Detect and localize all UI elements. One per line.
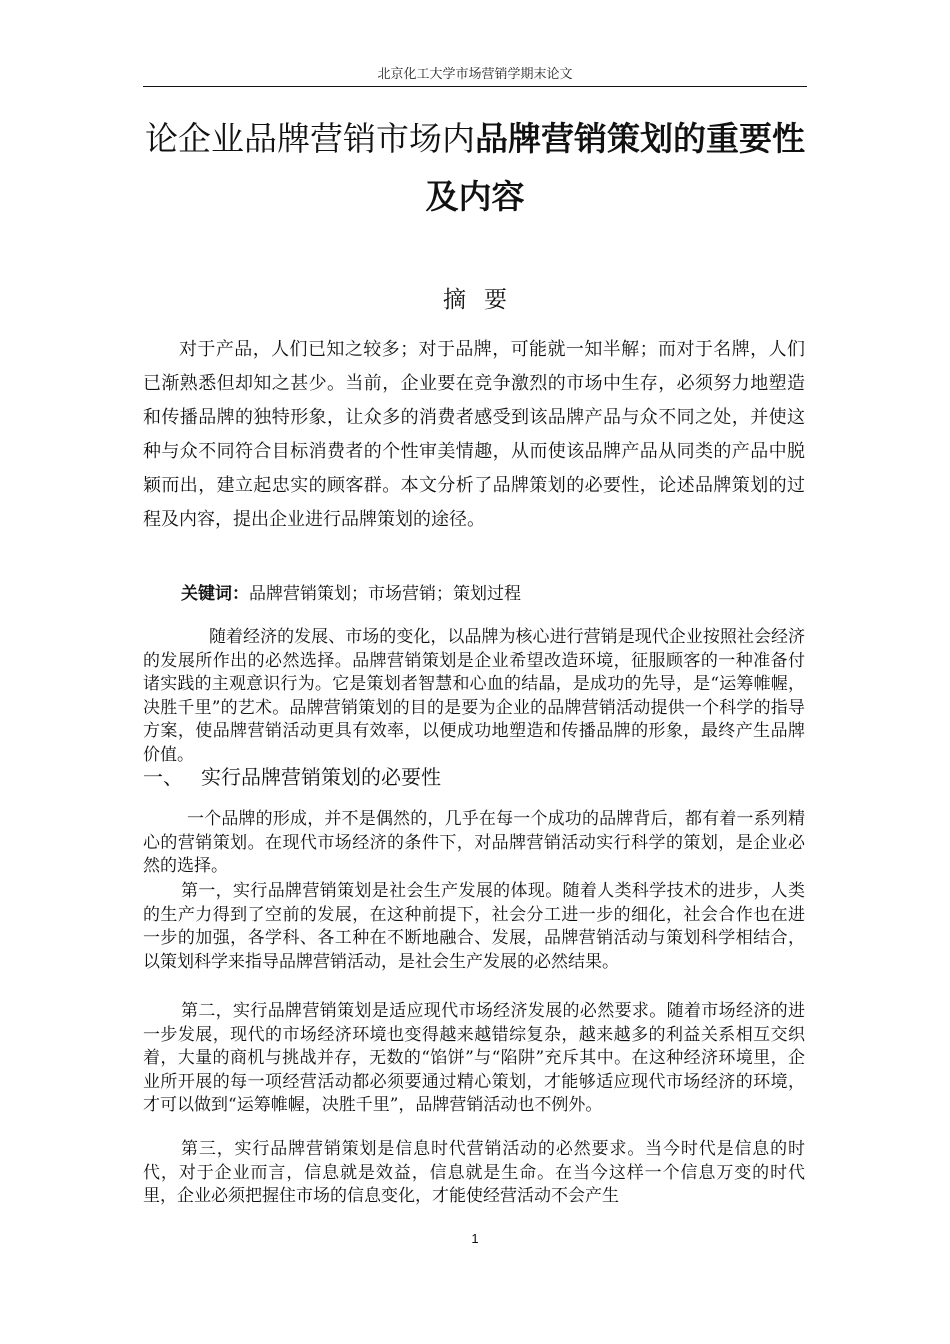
keywords-line	[181, 581, 801, 607]
abstract-text: 对于产品，人们已知之较多；对于品牌，可能就一知半解；而对于名牌，人们已渐熟悉但却知之甚少。当前，企业要在竞争激烈的市场中生存，必须努力地塑造和传播品牌的独特形象，让众多的消费者感受到该品牌产品与众不同之处，并使这种与众不同符合目标消费者的个性审美情趣，从而使该品牌产品从同类的产品中脱颖而出，建立起忠实的顾客群。本文分析了品牌策划的必要性，论述品牌策划的过程及内容，提出企业进行品牌策划的途径。	[143, 339, 805, 530]
section-number: 一、	[143, 765, 183, 789]
body-paragraph: 第二，实行品牌营销策划是适应现代市场经济发展的必然要求。随着市场经济的进一步发展，现代的市场经济环境也变得越来越错综复杂，越来越多的利益关系相互交织着，大量的商机与挑战并存，无数的“馅饼”与“陷阱”充斥其中。在这种经济环境里，企业所开展的每一项经营活动都必须要通过精心策划，才能够适应现代市场经济的环境，才可以做到“运筹帷幄，决胜千里”，品牌营销活动也不例外。	[143, 1001, 805, 1115]
title-normal-part: 论企业品牌营销市场内	[145, 119, 475, 158]
page-number: 1	[471, 1231, 479, 1246]
paper-title	[143, 110, 807, 226]
body-paragraph: 第一，实行品牌营销策划是社会生产发展的体现。随着人类科学技术的进步，人类的生产力得到了空前的发展，在这种前提下，社会分工进一步的细化，社会合作也在进一步的加强，各学科、各工种在不断地融合、发展，品牌营销活动与策划科学相结合，以策划科学来指导品牌营销活动，是社会生产发展的必然结果。	[143, 881, 805, 972]
body-paragraph: 第三，实行品牌营销策划是信息时代营销活动的必然要求。当今时代是信息的时代，对于企业而言，信息就是效益，信息就是生命。在当今这样一个信息万变的时代里，企业必须把握住市场的信息变化，才能使经营活动不会产生	[143, 1139, 805, 1206]
keywords-label: 关键词：	[181, 584, 249, 604]
running-header: 北京化工大学市场营销学期末论文	[377, 67, 573, 82]
abstract-heading: 摘要	[443, 287, 525, 313]
section-title: 实行品牌营销策划的必要性	[201, 765, 441, 789]
header-divider	[143, 86, 807, 87]
title-bold-part: 品牌营销策划的重要性及内容	[425, 119, 805, 216]
intro-paragraph: 随着经济的发展、市场的变化，以品牌为核心进行营销是现代企业按照社会经济的发展所作出的必然选择。品牌营销策划是企业希望改造环境，征服顾客的一种准备付诸实践的主观意识行为。它是策划者智慧和心血的结晶，是成功的先导，是“运筹帷幄，决胜千里”的艺术。品牌营销策划的目的是要为企业的品牌营销活动提供一个科学的指导方案，使品牌营销活动更具有效率，以便成功地塑造和传播品牌的形象，最终产生品牌价值。	[143, 627, 805, 765]
keywords-value: 品牌营销策划；市场营销；策划过程	[249, 584, 521, 604]
body-paragraph: 一个品牌的形成，并不是偶然的，几乎在每一个成功的品牌背后，都有着一系列精心的营销策划。在现代市场经济的条件下，对品牌营销活动实行科学的策划，是企业必然的选择。	[143, 809, 805, 876]
section-heading	[143, 764, 805, 790]
